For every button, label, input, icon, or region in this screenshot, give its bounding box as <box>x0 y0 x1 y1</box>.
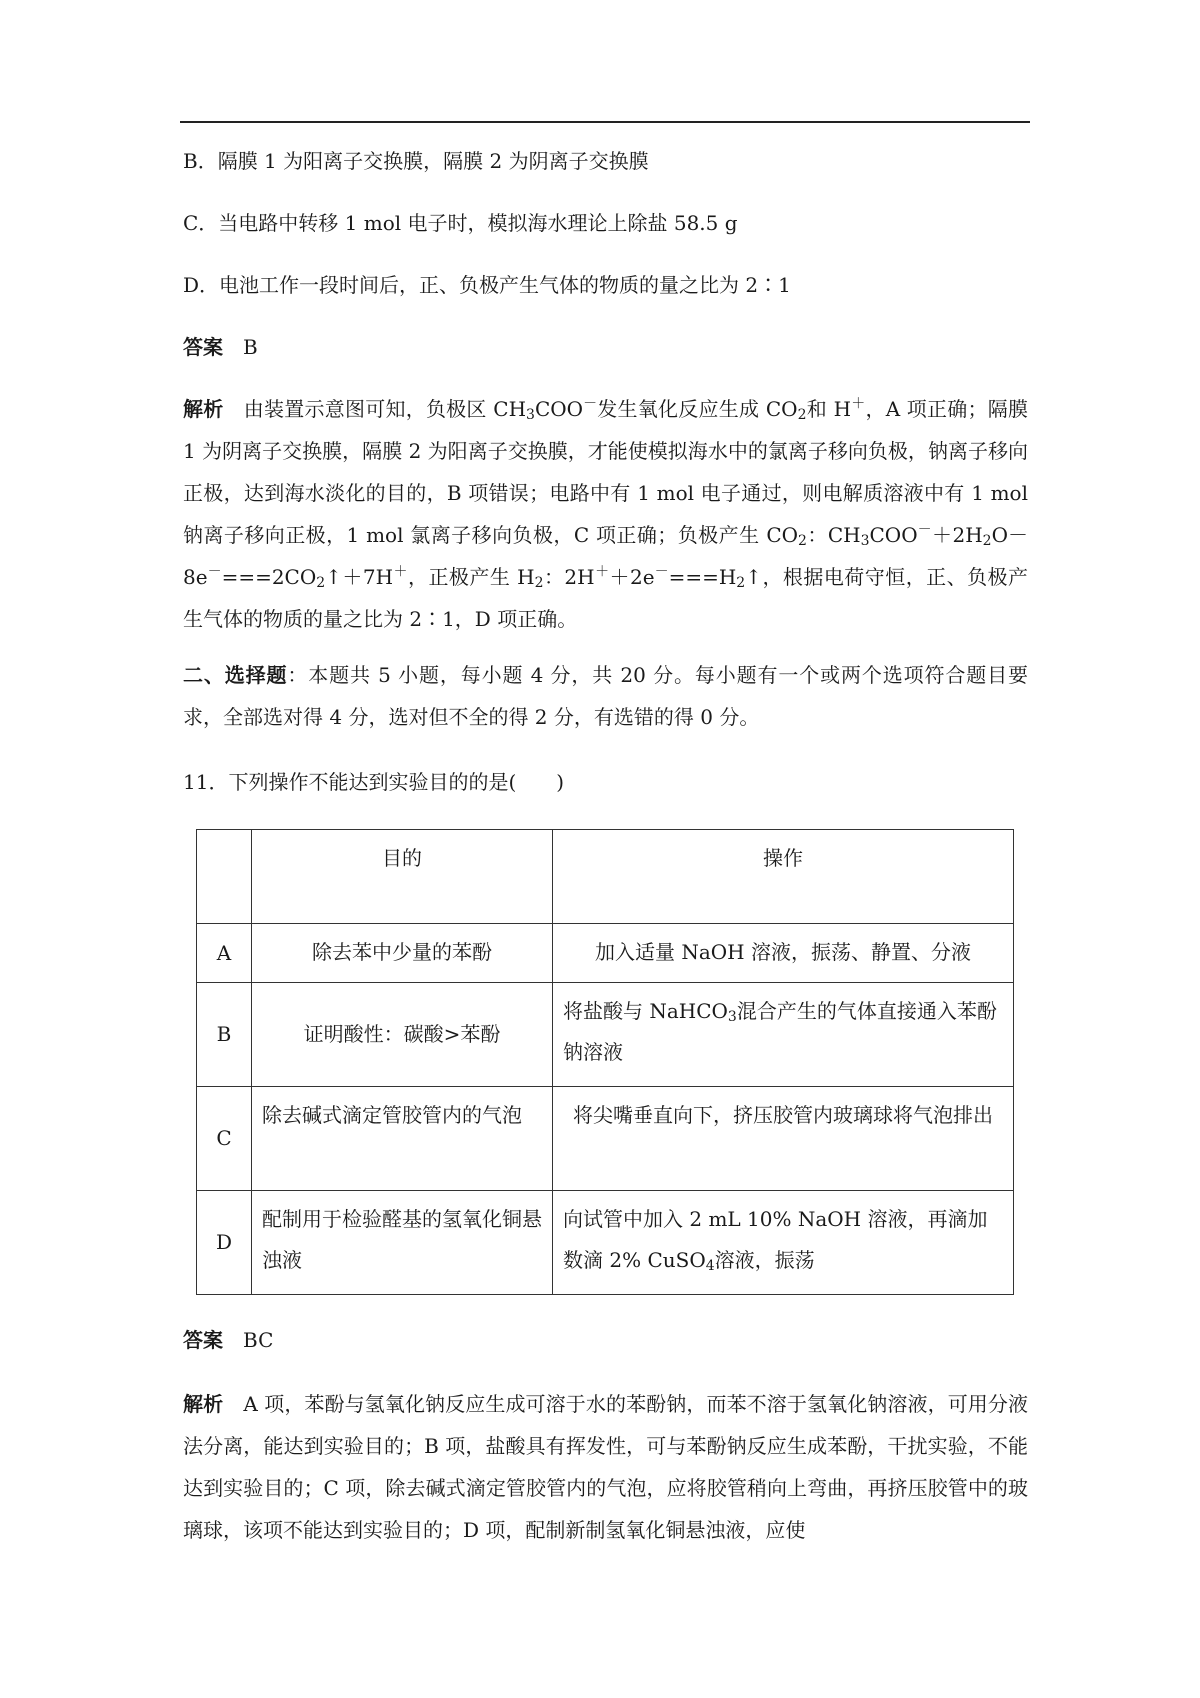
section-heading: 二、选择题 <box>183 663 288 687</box>
operation-text: 混合产生的气体直接通入苯酚钠溶液 <box>563 999 997 1064</box>
answer-1 <box>183 335 258 359</box>
row-purpose: 配制用于检验醛基的氢氧化铜悬浊液 <box>252 1191 553 1295</box>
analysis-text: COO <box>869 523 918 547</box>
subscript: 2 <box>798 533 807 549</box>
analysis-text: ：CH <box>806 523 861 547</box>
header-purpose: 目的 <box>252 830 553 924</box>
header-blank <box>197 830 252 924</box>
superscript: － <box>583 396 598 412</box>
superscript: ＋ <box>594 564 610 580</box>
analysis-text: O－8e <box>183 523 1028 589</box>
section-2-instructions <box>183 654 1028 738</box>
analysis-text: A 项，苯酚与氢氧化钠反应生成可溶于水的苯酚钠，而苯不溶于氢氧化钠溶液，可用分液法分离，能达到实验目的；B 项，盐酸具有挥发性，可与苯酚钠反应生成苯酚，干扰实验，不能达到实验目的；C 项，除去碱式滴定管胶管内的气泡，应将胶管稍向上弯曲，再挤压胶管中的玻璃球，该项不能达到实验目的；D 项，配制新制氢氧化铜悬浊液，应使 <box>183 1392 1029 1542</box>
table-row <box>197 1191 1014 1295</box>
row-key: B <box>197 983 252 1087</box>
row-purpose: 证明酸性：碳酸>苯酚 <box>252 983 553 1087</box>
analysis-text: ：2H <box>543 565 595 589</box>
answer-label: 答案 <box>183 1328 223 1352</box>
subscript: 2 <box>982 533 992 549</box>
analysis-label: 解析 <box>183 397 224 421</box>
subscript: 4 <box>705 1258 715 1274</box>
analysis-text: ↑，根据电荷守恒，正、负极产生气体的物质的量之比为 2∶1，D 项正确。 <box>183 565 1029 631</box>
subscript: 3 <box>860 533 870 549</box>
option-d: D．电池工作一段时间后，正、负极产生气体的物质的量之比为 2∶1 <box>183 273 791 297</box>
answer-value: BC <box>243 1328 274 1352</box>
analysis-text: COO <box>534 397 584 421</box>
analysis-1 <box>183 388 1028 640</box>
section-text: ：本题共 5 小题，每小题 4 分，共 20 分。每小题有一个或两个选项符合题目要求，全部选对得 4 分，选对但不全的得 2 分，有选错的得 0 分。 <box>183 663 1029 729</box>
subscript: 3 <box>727 1009 737 1025</box>
top-rule <box>180 121 1030 123</box>
operation-text: 将盐酸与 NaHCO <box>563 999 728 1023</box>
answer-value: B <box>243 335 258 359</box>
row-purpose: 除去苯中少量的苯酚 <box>252 924 553 983</box>
analysis-text: 和 H <box>806 397 852 421</box>
question-11-stem: 11．下列操作不能达到实验目的的是( ) <box>183 770 565 794</box>
analysis-2 <box>183 1383 1028 1551</box>
row-key: C <box>197 1087 252 1191</box>
table-header-row <box>197 830 1014 924</box>
table-row <box>197 1087 1014 1191</box>
analysis-text: 由装置示意图可知，负极区 CH <box>243 397 527 421</box>
row-purpose: 除去碱式滴定管胶管内的气泡 <box>252 1087 553 1191</box>
operations-table <box>196 829 1014 1295</box>
subscript: 3 <box>526 407 535 423</box>
row-key: D <box>197 1191 252 1295</box>
row-operation: 加入适量 NaOH 溶液，振荡、静置、分液 <box>553 924 1014 983</box>
analysis-text: ＋2e <box>609 565 655 589</box>
answer-2 <box>183 1328 273 1352</box>
operation-text: 向试管中加入 2 mL 10% NaOH 溶液，再滴加数滴 2% CuSO <box>563 1207 988 1272</box>
analysis-text: ，正极产生 H <box>407 565 535 589</box>
subscript: 2 <box>736 575 746 591</box>
superscript: － <box>654 564 669 580</box>
analysis-text: ===H <box>668 565 737 589</box>
row-operation <box>553 983 1014 1087</box>
subscript: 2 <box>534 575 544 591</box>
option-c: C．当电路中转移 1 mol 电子时，模拟海水理论上除盐 58.5 g <box>183 211 738 235</box>
row-key: A <box>197 924 252 983</box>
answer-label: 答案 <box>183 335 223 359</box>
table-row <box>197 983 1014 1087</box>
superscript: ＋ <box>851 396 866 412</box>
superscript: ＋ <box>393 564 408 580</box>
superscript: － <box>917 522 932 538</box>
subscript: 2 <box>797 407 807 423</box>
analysis-text: ===2CO <box>221 565 317 589</box>
analysis-text: ＋2H <box>931 523 983 547</box>
table-row <box>197 924 1014 983</box>
analysis-label: 解析 <box>183 1392 224 1416</box>
operation-text: 溶液，振荡 <box>714 1248 815 1272</box>
superscript: － <box>207 564 222 580</box>
analysis-text: ↑＋7H <box>325 565 394 589</box>
row-operation <box>553 1191 1014 1295</box>
option-b: B．隔膜 1 为阳离子交换膜，隔膜 2 为阴离子交换膜 <box>183 149 649 173</box>
subscript: 2 <box>316 575 326 591</box>
analysis-text: ，A 项正确；隔膜 1 为阴离子交换膜，隔膜 2 为阳离子交换膜，才能使模拟海水中的氯离子移向负极，钠离子移向正极，达到海水淡化的目的，B 项错误；电路中有 1 mol 电子通过，则电解质溶液中有 1 mol 钠离子移向正极，1 mol 氯离子移向负极，C 项正确；负极产生 CO <box>183 397 1029 547</box>
row-operation: 将尖嘴垂直向下，挤压胶管内玻璃球将气泡排出 <box>553 1087 1014 1191</box>
header-operation: 操作 <box>553 830 1014 924</box>
analysis-text: 发生氧化反应生成 CO <box>597 397 798 421</box>
